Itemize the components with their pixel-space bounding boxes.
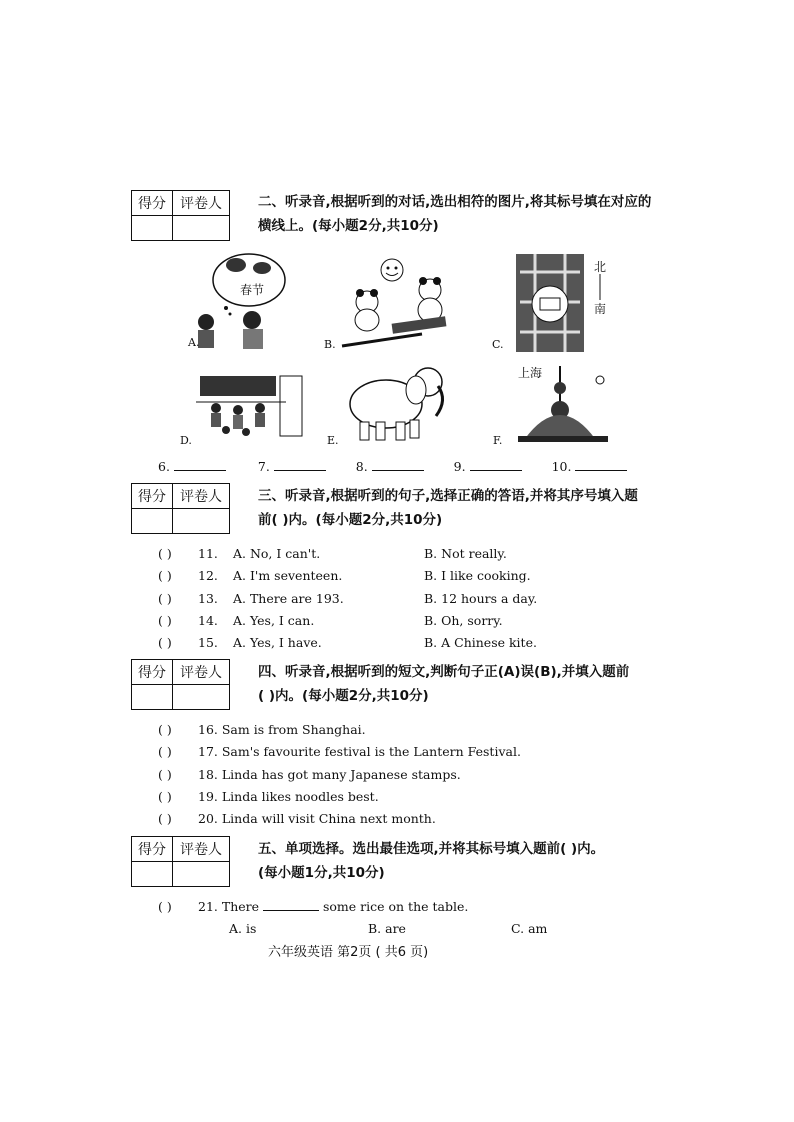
option-a: A. There are 193. xyxy=(233,591,344,606)
picture-a xyxy=(184,250,314,355)
blank-8-label: 8. xyxy=(355,459,368,474)
option-a: A. No, I can't. xyxy=(233,546,321,561)
score-cell[interactable] xyxy=(132,509,173,534)
page-footer: 六年级英语 第2页 ( 共6 页) xyxy=(268,945,429,960)
question-16 xyxy=(158,721,366,739)
section5-heading xyxy=(258,837,668,885)
question-text-before: 21. There xyxy=(198,899,260,914)
question-15 xyxy=(158,634,658,652)
blank-8-line[interactable] xyxy=(372,458,424,471)
blank-10-label: 10. xyxy=(551,459,572,474)
score-cell[interactable] xyxy=(132,216,173,241)
question-number: 15. xyxy=(198,635,218,650)
section2-heading-line2: 横线上。(每小题2分,共10分) xyxy=(258,218,439,234)
fill-blank-line[interactable] xyxy=(263,898,319,911)
answer-paren[interactable]: ( ) xyxy=(158,613,172,628)
section3-heading-line1: 三、听录音,根据听到的句子,选择正确的答语,并将其序号填入题 xyxy=(258,488,638,504)
blank-7-label: 7. xyxy=(257,459,270,474)
question-11 xyxy=(158,545,658,563)
answer-paren[interactable]: ( ) xyxy=(158,744,172,759)
question-19 xyxy=(158,788,379,806)
answer-paren[interactable]: ( ) xyxy=(158,789,172,804)
answer-paren[interactable]: ( ) xyxy=(158,568,172,583)
picture-a-label: A. xyxy=(188,336,200,349)
blank-6-label: 6. xyxy=(158,459,170,474)
answer-paren[interactable]: ( ) xyxy=(158,811,172,826)
blank-7-line[interactable] xyxy=(274,458,326,471)
question-text: 16. Sam is from Shanghai. xyxy=(198,722,366,737)
section2-blanks xyxy=(158,458,627,476)
section4-heading-line1: 四、听录音,根据听到的短文,判断句子正(A)误(B),并填入题前 xyxy=(258,664,630,680)
question-text-after: some rice on the table. xyxy=(322,899,469,914)
picture-e xyxy=(324,360,454,450)
option-c: C. am xyxy=(511,921,548,936)
picture-c-label: C. xyxy=(492,338,504,351)
score-label: 得分 xyxy=(132,660,173,685)
section2-heading-line1: 二、听录音,根据听到的对话,选出相符的图片,将其标号填在对应的 xyxy=(258,194,652,210)
question-text: 17. Sam's favourite festival is the Lantern Festival. xyxy=(198,744,521,759)
grader-label: 评卷人 xyxy=(173,484,230,509)
shanghai-tower-icon xyxy=(490,360,615,450)
picture-e-label: E. xyxy=(327,434,339,447)
question-18 xyxy=(158,766,461,784)
picture-c xyxy=(490,252,615,355)
children-chinese-new-year-icon xyxy=(184,250,314,355)
score-box-section2 xyxy=(131,190,230,241)
score-label: 得分 xyxy=(132,837,173,862)
option-a: A. Yes, I have. xyxy=(233,635,322,650)
answer-paren[interactable]: ( ) xyxy=(158,767,172,782)
picture-f-text: 上海 xyxy=(518,366,543,380)
picture-d xyxy=(176,372,310,450)
answer-paren[interactable]: ( ) xyxy=(158,635,172,650)
blank-9-line[interactable] xyxy=(470,458,522,471)
grader-label: 评卷人 xyxy=(173,660,230,685)
picture-a-text: 春节 xyxy=(240,283,265,297)
option-b: B. I like cooking. xyxy=(424,568,531,583)
picture-f xyxy=(490,360,615,450)
question-12 xyxy=(158,567,658,585)
grader-label: 评卷人 xyxy=(173,837,230,862)
grader-cell[interactable] xyxy=(173,685,230,710)
question-number: 11. xyxy=(198,546,218,561)
score-cell[interactable] xyxy=(132,685,173,710)
score-box-section3 xyxy=(131,483,230,534)
grader-cell[interactable] xyxy=(173,862,230,887)
option-a: A. Yes, I can. xyxy=(233,613,315,628)
question-13 xyxy=(158,590,658,608)
option-b: B. 12 hours a day. xyxy=(424,591,538,606)
question-20 xyxy=(158,810,436,828)
option-a: A. I'm seventeen. xyxy=(233,568,343,583)
answer-paren[interactable]: ( ) xyxy=(158,722,172,737)
option-b: B. A Chinese kite. xyxy=(424,635,537,650)
picture-b-label: B. xyxy=(324,338,336,351)
section2-heading xyxy=(258,190,668,238)
question-text: 20. Linda will visit China next month. xyxy=(198,811,436,826)
option-a: A. is xyxy=(229,921,257,936)
question-number: 14. xyxy=(198,613,218,628)
pandas-bamboo-icon xyxy=(322,252,452,355)
answer-paren[interactable]: ( ) xyxy=(158,591,172,606)
picture-f-label: F. xyxy=(493,434,503,447)
grader-cell[interactable] xyxy=(173,509,230,534)
question-text: 18. Linda has got many Japanese stamps. xyxy=(198,767,461,782)
blank-9-label: 9. xyxy=(453,459,466,474)
score-label: 得分 xyxy=(132,191,173,216)
section4-heading xyxy=(258,660,668,708)
score-cell[interactable] xyxy=(132,862,173,887)
blank-6-line[interactable] xyxy=(174,458,226,471)
blank-10-line[interactable] xyxy=(575,458,627,471)
question-text: 19. Linda likes noodles best. xyxy=(198,789,379,804)
option-b: B. are xyxy=(368,921,406,936)
score-box-section5 xyxy=(131,836,230,887)
option-b: B. Not really. xyxy=(424,546,507,561)
grader-cell[interactable] xyxy=(173,216,230,241)
answer-paren[interactable]: ( ) xyxy=(158,899,172,914)
picture-d-label: D. xyxy=(180,434,192,447)
question-17 xyxy=(158,743,521,761)
section5-heading-line1: 五、单项选择。选出最佳选项,并将其标号填入题前( )内。 xyxy=(258,841,605,857)
map-north-text: 北 xyxy=(594,260,607,274)
picture-b xyxy=(322,252,452,355)
section3-heading xyxy=(258,484,668,532)
option-b: B. Oh, sorry. xyxy=(424,613,503,628)
answer-paren[interactable]: ( ) xyxy=(158,546,172,561)
question-number: 12. xyxy=(198,568,218,583)
section3-heading-line2: 前( )内。(每小题2分,共10分) xyxy=(258,512,443,528)
question-21 xyxy=(158,898,468,916)
section5-heading-line2: (每小题1分,共10分) xyxy=(258,865,385,881)
score-label: 得分 xyxy=(132,484,173,509)
question-number: 13. xyxy=(198,591,218,606)
question-14 xyxy=(158,612,658,630)
classroom-children-icon xyxy=(176,372,310,450)
map-south-text: 南 xyxy=(594,302,607,316)
section4-heading-line2: ( )内。(每小题2分,共10分) xyxy=(258,688,429,704)
elephant-icon xyxy=(324,360,454,450)
score-box-section4 xyxy=(131,659,230,710)
grader-label: 评卷人 xyxy=(173,191,230,216)
